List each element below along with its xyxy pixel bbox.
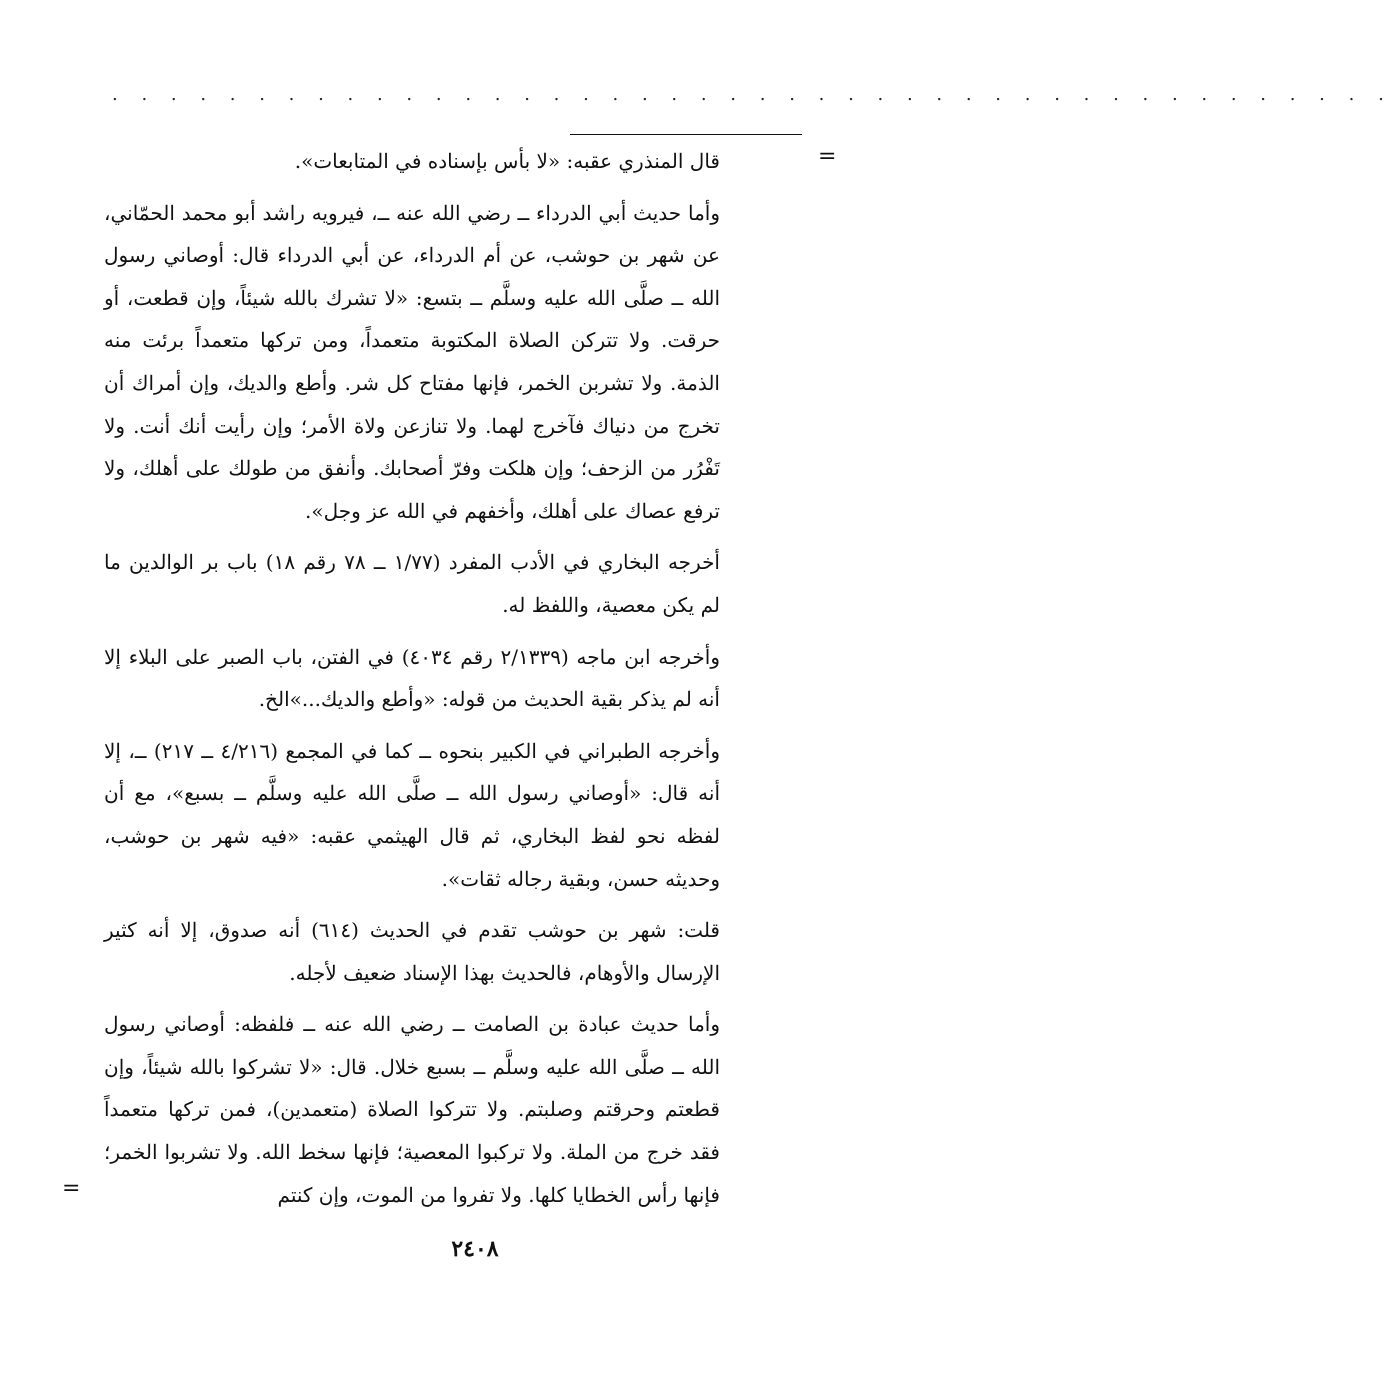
continuation-mark-bottom: = xyxy=(62,1176,81,1201)
paragraph-6: قلت: شهر بن حوشب تقدم في الحديث (٦١٤) أنه صدوق، إلا أنه كثير الإرسال والأوهام، فالحديث بهذا الإسناد ضعيف لأجله. xyxy=(104,918,720,985)
continuation-mark-top: = xyxy=(818,144,837,169)
header-dotted-line: . . . . . . . . . . . . . . . . . . . . . . . . . . . . . . . . . . . . . . . . . . . . xyxy=(112,84,1393,105)
paragraph-2: وأما حديث أبي الدرداء ــ رضي الله عنه ــ، فيرويه راشد أبو محمد الحمّاني، عن شهر بن حوشب، عن أم الدرداء، عن أبي الدرداء قال: أوصاني رسول الله ــ صلَّى الله عليه وسلَّم ــ بتسع: «لا تشرك بالله شيئاً، وإن قطعت، أو حرقت. ولا تتركن الصلاة المكتوبة متعمداً، ومن تركها متعمداً برئت منه الذمة. ولا تشربن الخمر، فإنها مفتاح كل شر. وأطع والديك، وإن أمراك أن تخرج من دنياك فآخرج لهما. ولا تنازعن ولاة الأمر؛ وإن رأيت أنك أنت. ولا تَفْرُر من الزحف؛ وإن هلكت وفرّ أصحابك. وأنفق من طولك على أهلك، ولا ترفع عصاك على أهلك، وأخفهم في الله عز وجل». xyxy=(104,200,720,523)
footnote-body xyxy=(104,140,720,1225)
paragraph-7: وأما حديث عبادة بن الصامت ــ رضي الله عنه ــ فلفظه: أوصاني رسول الله ــ صلَّى الله عليه وسلَّم ــ بسبع خلال. قال: «لا تشركوا بالله شيئاً، وإن قطعتم وحرقتم وصلبتم. ولا تتركوا الصلاة (متعمدين)، فمن تركها متعمداً فقد خرج من الملة. ولا تركبوا المعصية؛ فإنها سخط الله. ولا تشربوا الخمر؛ فإنها رأس الخطايا كلها. ولا تفروا من الموت، وإن كنتم xyxy=(104,1012,720,1207)
paragraph-3: أخرجه البخاري في الأدب المفرد (١/٧٧ ــ ٧٨ رقم ١٨) باب بر الوالدين ما لم يكن معصية، واللفظ له. xyxy=(104,550,720,617)
footnote-separator-rule xyxy=(570,134,802,135)
paragraph-5: وأخرجه الطبراني في الكبير بنحوه ــ كما في المجمع (٤/٢١٦ ــ ٢١٧) ــ، إلا أنه قال: «أوصاني رسول الله ــ صلَّى الله عليه وسلَّم ــ بسبع»، مع أن لفظه نحو لفظ البخاري، ثم قال الهيثمي عقبه: «فيه شهر بن حوشب، وحديثه حسن، وبقية رجاله ثقات». xyxy=(104,738,720,891)
paragraph-4: وأخرجه ابن ماجه (٢/١٣٣٩ رقم ٤٠٣٤) في الفتن، باب الصبر على البلاء إلا أنه لم يذكر بقية الحديث من قوله: «وأطع والديك...»الخ. xyxy=(104,644,720,712)
paragraph-1: قال المنذري عقبه: «لا بأس بإسناده في المتابعات». xyxy=(294,149,720,173)
page-number: ٢٤٠٨ xyxy=(451,1236,499,1262)
